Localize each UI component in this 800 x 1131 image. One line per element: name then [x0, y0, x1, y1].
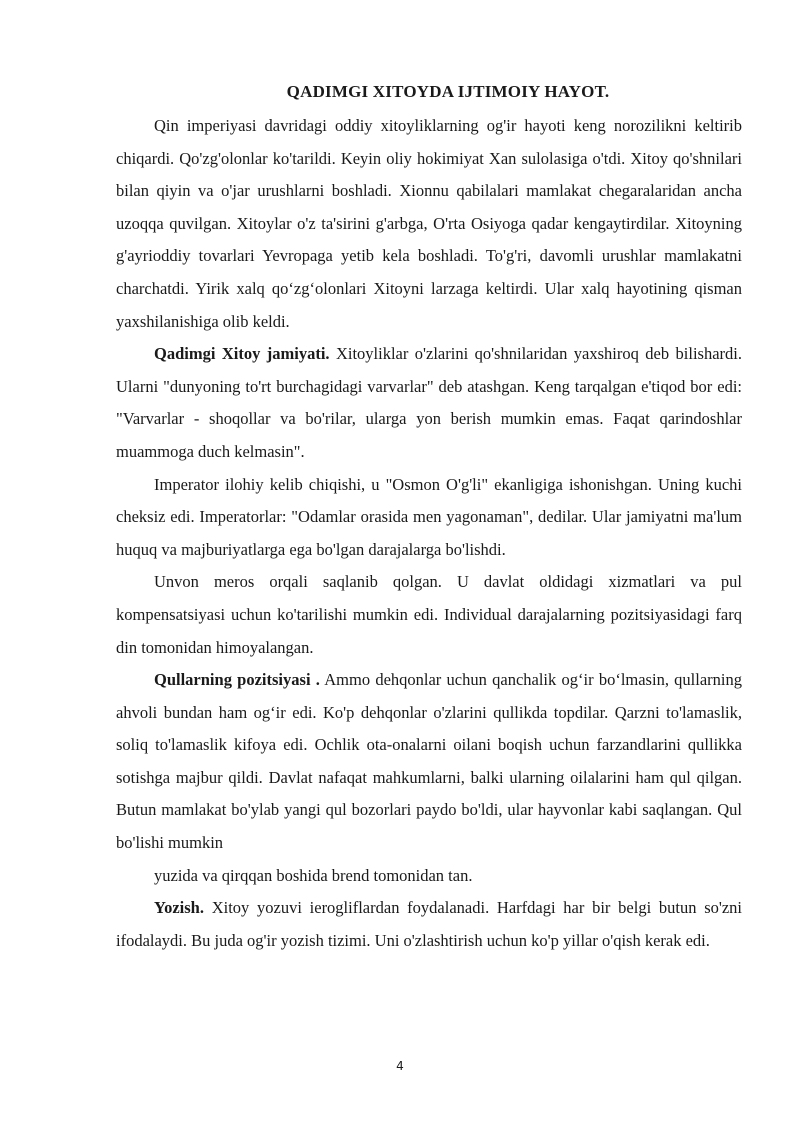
- paragraph-text: yuzida va qirqqan boshida brend tomonidan tan.: [154, 865, 473, 885]
- section-heading-writing: Yozish.: [154, 898, 204, 918]
- paragraph-qin-empire: [116, 110, 742, 338]
- section-heading-slaves: Qullarning pozitsiyasi .: [154, 670, 320, 690]
- document-title: QADIMGI XITOYDA IJTIMOIY HAYOT.: [286, 82, 610, 101]
- paragraph-ancient-society: [116, 338, 742, 468]
- paragraph-text: Xitoy yozuvi ierogliflardan foydalanadi. Harfdagi har bir belgi butun so'zni ifodalaydi. Bu juda og'ir yozish tizimi. Uni o'zlashtirish uchun ko'p yillar o'qish kerak edi.: [116, 898, 742, 950]
- paragraph-text: Qin imperiyasi davridagi oddiy xitoyliklarning og'ir hayoti keng norozilikni keltirib chiqardi. Qo'zg'olonlar ko'tarildi. Keyin oliy hokimiyat Xan sulolasiga o'tdi. Xitoy qo'shnilari bilan qiyin va o'jar urushlarni boshladi. Xionnu qabilalari mamlakat chegaralaridan ancha uzoqqa quvilgan. Xitoylar o'z ta'sirini g'arbga, O'rta Osiyoga qadar kengaytirdilar. Xitoyning g'ayrioddiy tovarlari Yevropaga yetib kela boshladi. To'g'ri, davomli urushlar mamlakatni charchatdi. Yirik xalq qo‘zg‘olonlari Xitoyni larzaga keltirdi. Ular xalq hayotining qisman yaxshilanishiga olib keldi.: [116, 116, 742, 331]
- paragraph-emperor: [116, 469, 742, 567]
- paragraph-text: Unvon meros orqali saqlanib qolgan. U davlat oldidagi xizmatlari va pul kompensatsiyasi uchun ko'tarilishi mumkin edi. Individual darajalarning pozitsiyasidagi farq din tomonidan himoyalangan.: [116, 572, 742, 657]
- paragraph-brand: [116, 860, 742, 893]
- section-heading-society: Qadimgi Xitoy jamiyati.: [154, 344, 330, 364]
- paragraph-titles: [116, 566, 742, 664]
- paragraph-slaves: [116, 664, 742, 860]
- paragraph-text: Ammo dehqonlar uchun qanchalik og‘ir bo‘lmasin, qullarning ahvoli bundan ham og‘ir edi. Ko'p dehqonlar o'zlarini qullikda topdilar. Qarzni to'lamaslik, soliq to'lamaslik kifoya edi. Ochlik ota-onalarni oilani boqish uchun farzandlarini qullikka sotishga majbur qildi. Davlat nafaqat mahkumlarni, balki ularning oilalarini ham qul qilgan. Butun mamlakat bo'ylab yangi qul bozorlari paydo bo'ldi, ular hayvonlar kabi saqlangan. Qul bo'lishi mumkin: [116, 670, 743, 853]
- paragraph-text: Imperator ilohiy kelib chiqishi, u "Osmon O'g'li" ekanligiga ishonishgan. Uning kuchi cheksiz edi. Imperatorlar: "Odamlar orasida men yagonaman", dedilar. Ular jamiyatni ma'lum huquq va majburiyatlarga ega bo'lgan darajalarga bo'lishdi.: [116, 474, 742, 559]
- paragraph-writing: [116, 892, 742, 957]
- paragraph-text: Xitoyliklar o'zlarini qo'shnilaridan yaxshiroq deb bilishardi. Ularni "dunyoning to'rt burchagidagi varvarlar" deb atashgan. Keng tarqalgan e'tiqod bor edi: "Varvarlar - shoqollar va bo'rilar, ularga yon berish mumkin emas. Faqat qarindoshlar muammoga duch kelmasin".: [116, 344, 742, 461]
- page-number: 4: [396, 1059, 404, 1073]
